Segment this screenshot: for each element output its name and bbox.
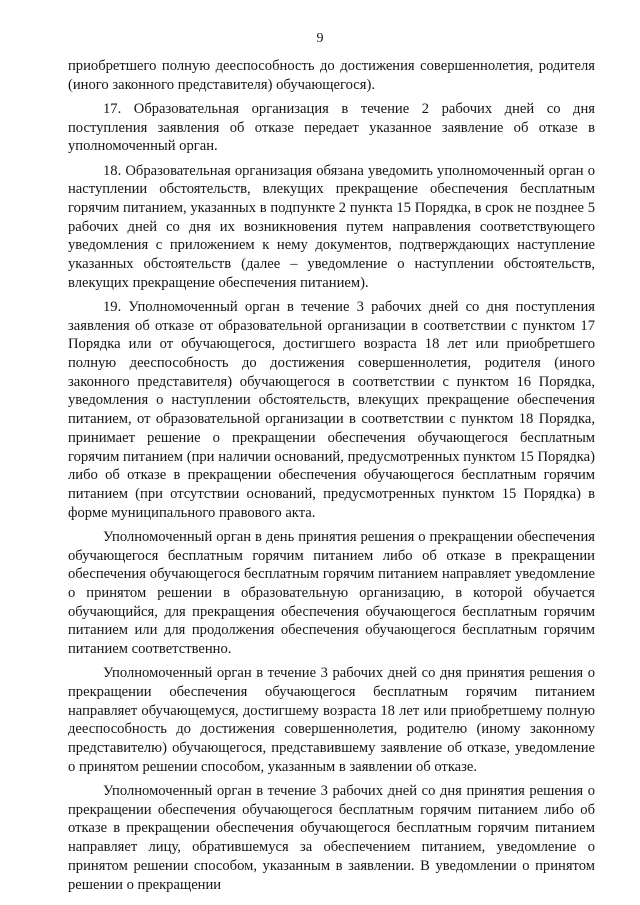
paragraph-clause-17: 17. Образовательная организация в течение 2 рабочих дней со дня поступления заявления об отказе передает указанное заявление об отказе в уполномоченный орган. — [68, 100, 595, 155]
paragraph-clause-18: 18. Образовательная организация обязана уведомить уполномоченный орган о наступлении обстоятельств, влекущих прекращение обеспечения бесплатным горячим питанием, указанных в подпункте 2 пункта 15 Порядка, в срок не позднее 5 рабочих дней со дня их возникновения путем направления соответствующего уведомления с приложением к нему документов, подтверждающих наступление указанных обстоятельств (далее – уведомление о наступлении обстоятельств, влекущих прекращение обеспечения питанием). — [68, 162, 595, 291]
paragraph-clause-19: 19. Уполномоченный орган в течение 3 рабочих дней со дня поступления заявления об отказе от образовательной организации в соответствии с пунктом 17 Порядка или от обучающегося, достигшего возраста 18 лет или приобретшего полную дееспособность до достижения совершеннолетия, родителя (иного законного представителя) обучающегося в соответствии с пунктом 16 Порядка, уведомления о наступлении обстоятельств, влекущих прекращение обеспечения питанием, от образовательной организации в соответствии с пунктом 18 Порядка, принимает решение о прекращении обеспечения обучающегося бесплатным горячим питанием (при наличии оснований, предусмотренных пунктом 15 Порядка) либо об отказе в прекращении обеспечения обучающегося бесплатным горячим питанием (при отсутствии оснований, предусмотренных пунктом 15 Порядка) в форме муниципального правового акта. — [68, 298, 595, 521]
paragraph-notice-to-applicant: Уполномоченный орган в течение 3 рабочих дней со дня принятия решения о прекращении обеспечения обучающегося бесплатным горячим питанием либо об отказе в прекращении обеспечения обучающегося бесплатным горячим питанием направляет лицу, обратившемуся за обеспечением питанием, уведомление о принятом решении способом, указанным в заявлении. В уведомлении о принятом решении о прекращении — [68, 783, 595, 893]
paragraph-notice-to-student: Уполномоченный орган в течение 3 рабочих дней со дня принятия решения о прекращении обеспечения обучающегося бесплатным горячим питанием направляет обучающемуся, достигшему возраста 18 лет или приобретшему полную дееспособность до достижения совершеннолетия, родителю (иному законному представителю) обучающегося, представившему заявление об отказе, уведомление о принятом решении способом, указанным в заявлении об отказе. — [68, 665, 595, 775]
page-number: 9 — [316, 31, 324, 46]
paragraph-continuation: приобретшего полную дееспособность до достижения совершеннолетия, родителя (иного законного представителя) обучающегося). — [68, 58, 595, 93]
document-body — [68, 57, 595, 900]
paragraph-decision-notice: Уполномоченный орган в день принятия решения о прекращении обеспечения обучающегося бесплатным горячим питанием либо об отказе в прекращении обеспечения обучающегося бесплатным горячим питанием направляет уведомление о принятом решении в образовательную организацию, в которой обучается обучающийся, для прекращения обеспечения обучающегося бесплатным горячим питанием или для продолжения обеспечения обучающегося бесплатным горячим питанием соответственно. — [68, 528, 595, 658]
